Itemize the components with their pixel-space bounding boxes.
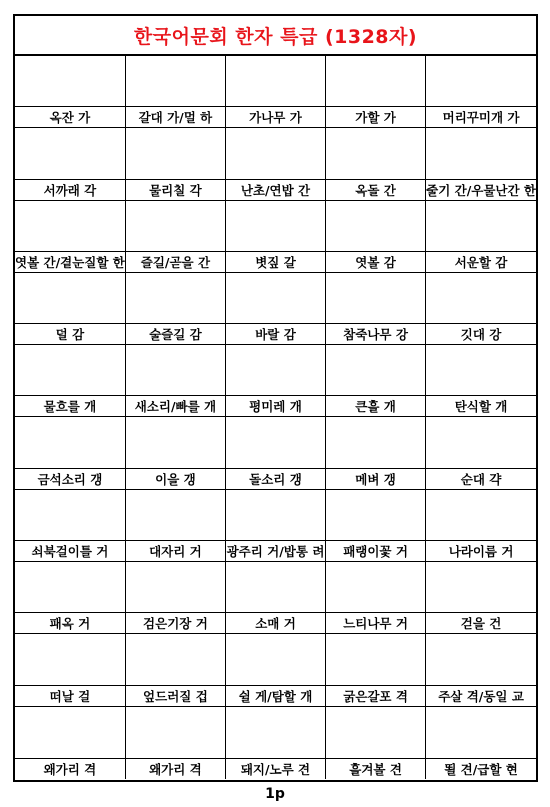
grid-cell [126, 562, 226, 634]
hanja-meaning-label: 느티나무 거 [326, 612, 425, 633]
grid-cell [15, 490, 126, 562]
hanja-meaning-label: 왜가리 격 [15, 758, 125, 779]
hanja-meaning-label: 떠날 걸 [15, 685, 125, 706]
hanja-meaning-label: 금석소리 갱 [15, 468, 125, 489]
writing-space [15, 562, 125, 612]
grid-cell [326, 417, 426, 489]
hanja-meaning-label: 엿볼 감 [326, 251, 425, 272]
grid-cell [126, 345, 226, 417]
writing-space [15, 634, 125, 684]
writing-space [426, 345, 536, 395]
writing-space [126, 634, 225, 684]
writing-space [126, 345, 225, 395]
writing-space [326, 56, 425, 106]
hanja-meaning-label: 대자리 거 [126, 540, 225, 561]
writing-space [226, 273, 325, 323]
grid-cell [426, 490, 536, 562]
grid-cell [226, 562, 326, 634]
writing-space [126, 562, 225, 612]
hanja-meaning-label: 물흐를 개 [15, 395, 125, 416]
writing-space [15, 273, 125, 323]
grid-cell [226, 345, 326, 417]
hanja-meaning-label: 바랄 감 [226, 323, 325, 344]
grid-cell [15, 634, 126, 706]
grid-cell [426, 707, 536, 779]
hanja-meaning-label: 술즐길 감 [126, 323, 225, 344]
grid-cell [226, 490, 326, 562]
hanja-meaning-label: 소매 거 [226, 612, 325, 633]
grid-cell [126, 273, 226, 345]
writing-space [226, 417, 325, 467]
hanja-meaning-label: 서까래 각 [15, 179, 125, 200]
grid-cell [426, 562, 536, 634]
grid-cell [326, 707, 426, 779]
page-title: 한국어문회 한자 특급 (1328자) [15, 16, 536, 56]
writing-space [226, 345, 325, 395]
writing-space [126, 707, 225, 758]
hanja-meaning-label: 왜가리 격 [126, 758, 225, 779]
grid-cell [426, 128, 536, 200]
grid-cell [126, 56, 226, 128]
writing-space [426, 273, 536, 323]
hanja-meaning-label: 옥잔 가 [15, 106, 125, 127]
grid-cell [226, 128, 326, 200]
hanja-meaning-label: 뙬 견/급할 현 [426, 758, 536, 779]
grid-cell [126, 128, 226, 200]
hanja-meaning-label: 큰흘 개 [326, 395, 425, 416]
writing-space [426, 417, 536, 467]
writing-space [426, 56, 536, 106]
writing-space [226, 56, 325, 106]
grid-cell [15, 707, 126, 779]
hanja-meaning-label: 물리칠 각 [126, 179, 225, 200]
grid-cell [15, 56, 126, 128]
writing-space [226, 707, 325, 758]
hanja-meaning-label: 서운할 감 [426, 251, 536, 272]
hanja-meaning-label: 가나무 가 [226, 106, 325, 127]
writing-space [126, 273, 225, 323]
character-grid [15, 56, 536, 779]
writing-space [426, 201, 536, 251]
hanja-meaning-label: 참죽나무 강 [326, 323, 425, 344]
grid-cell [126, 634, 226, 706]
writing-space [226, 128, 325, 178]
worksheet [13, 14, 538, 782]
writing-space [326, 707, 425, 758]
hanja-meaning-label: 주살 격/동일 교 [426, 685, 536, 706]
writing-space [326, 128, 425, 178]
writing-space [326, 273, 425, 323]
writing-space [326, 562, 425, 612]
grid-cell [426, 345, 536, 417]
writing-space [226, 201, 325, 251]
hanja-meaning-label: 쉴 게/탐할 개 [226, 685, 325, 706]
hanja-meaning-label: 난초/연밥 간 [226, 179, 325, 200]
grid-cell [326, 634, 426, 706]
hanja-meaning-label: 순대 갹 [426, 468, 536, 489]
grid-cell [226, 634, 326, 706]
hanja-meaning-label: 탄식할 개 [426, 395, 536, 416]
hanja-meaning-label: 패옥 거 [15, 612, 125, 633]
grid-cell [226, 201, 326, 273]
grid-cell [326, 201, 426, 273]
grid-cell [326, 490, 426, 562]
grid-cell [426, 417, 536, 489]
hanja-meaning-label: 평미레 개 [226, 395, 325, 416]
grid-cell [126, 417, 226, 489]
grid-cell [126, 201, 226, 273]
writing-space [15, 345, 125, 395]
grid-cell [426, 273, 536, 345]
grid-cell [226, 56, 326, 128]
writing-space [126, 417, 225, 467]
grid-cell [15, 562, 126, 634]
page-number: 1p [265, 786, 285, 802]
writing-space [326, 417, 425, 467]
grid-cell [226, 707, 326, 779]
grid-cell [15, 345, 126, 417]
writing-space [326, 201, 425, 251]
hanja-meaning-label: 패랭이꽃 거 [326, 540, 425, 561]
writing-space [15, 128, 125, 178]
writing-space [426, 634, 536, 684]
hanja-meaning-label: 옥돌 간 [326, 179, 425, 200]
hanja-meaning-label: 갈대 가/멀 하 [126, 106, 225, 127]
hanja-meaning-label: 돼지/노루 견 [226, 758, 325, 779]
hanja-meaning-label: 엿볼 간/곁눈질할 한 [15, 251, 125, 272]
grid-cell [15, 128, 126, 200]
hanja-meaning-label: 머리꾸미개 가 [426, 106, 536, 127]
hanja-meaning-label: 이을 갱 [126, 468, 225, 489]
grid-cell [426, 201, 536, 273]
writing-space [126, 201, 225, 251]
grid-cell [326, 562, 426, 634]
hanja-meaning-label: 가할 가 [326, 106, 425, 127]
hanja-meaning-label: 굵은갈포 격 [326, 685, 425, 706]
hanja-meaning-label: 걷을 건 [426, 612, 536, 633]
hanja-meaning-label: 광주리 거/밥통 려 [226, 540, 325, 561]
writing-space [15, 707, 125, 758]
hanja-meaning-label: 메벼 갱 [326, 468, 425, 489]
grid-cell [126, 490, 226, 562]
grid-cell [326, 56, 426, 128]
writing-space [426, 562, 536, 612]
grid-cell [15, 417, 126, 489]
writing-space [226, 562, 325, 612]
grid-cell [226, 417, 326, 489]
hanja-meaning-label: 검은기장 거 [126, 612, 225, 633]
hanja-meaning-label: 흘겨볼 견 [326, 758, 425, 779]
hanja-meaning-label: 볏짚 갈 [226, 251, 325, 272]
writing-space [126, 56, 225, 106]
writing-space [15, 490, 125, 540]
writing-space [226, 490, 325, 540]
hanja-meaning-label: 새소리/빠를 개 [126, 395, 225, 416]
writing-space [15, 56, 125, 106]
writing-space [326, 490, 425, 540]
grid-cell [426, 56, 536, 128]
grid-cell [226, 273, 326, 345]
hanja-meaning-label: 엎드러질 겁 [126, 685, 225, 706]
writing-space [426, 707, 536, 758]
hanja-meaning-label: 덜 감 [15, 323, 125, 344]
hanja-meaning-label: 즐길/곧을 간 [126, 251, 225, 272]
grid-cell [326, 273, 426, 345]
hanja-meaning-label: 나라이름 거 [426, 540, 536, 561]
hanja-meaning-label: 깃대 강 [426, 323, 536, 344]
grid-cell [426, 634, 536, 706]
grid-cell [15, 201, 126, 273]
grid-cell [326, 128, 426, 200]
writing-space [426, 128, 536, 178]
hanja-meaning-label: 줄기 간/우물난간 한 [426, 179, 536, 200]
writing-space [126, 490, 225, 540]
writing-space [15, 417, 125, 467]
writing-space [226, 634, 325, 684]
hanja-meaning-label: 돌소리 갱 [226, 468, 325, 489]
writing-space [126, 128, 225, 178]
grid-cell [326, 345, 426, 417]
hanja-meaning-label: 쇠북걸이틀 거 [15, 540, 125, 561]
writing-space [326, 634, 425, 684]
grid-cell [15, 273, 126, 345]
writing-space [15, 201, 125, 251]
writing-space [326, 345, 425, 395]
writing-space [426, 490, 536, 540]
grid-cell [126, 707, 226, 779]
